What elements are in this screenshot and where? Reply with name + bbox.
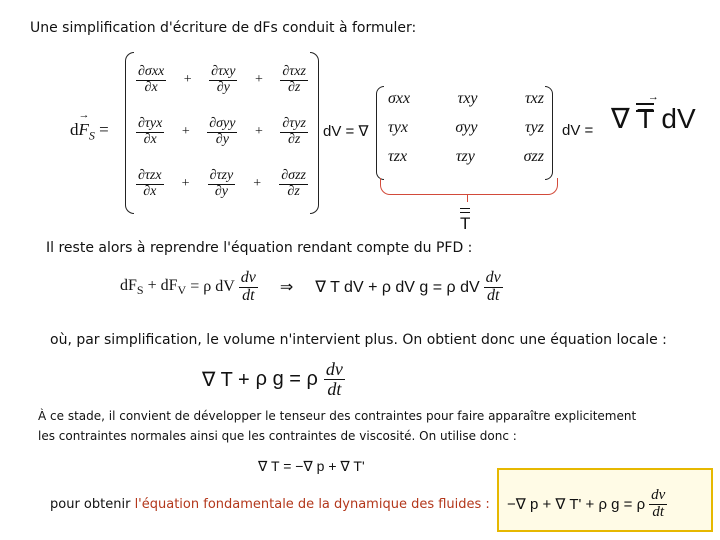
fundamental-equation-box xyxy=(497,468,713,532)
T-label: T xyxy=(460,214,471,233)
derivative-matrix xyxy=(136,54,308,210)
eq2-frac: $\frac{dv}{dt}$ xyxy=(240,269,256,304)
final-line xyxy=(50,497,490,512)
dV-nabla: dV = ∇ xyxy=(323,123,369,140)
matrix-cell: $\frac{\text{∂τzx}}{\partial x}$ xyxy=(138,167,162,199)
tensor-row-3 xyxy=(388,148,544,177)
tensor-cell: τzx xyxy=(388,148,408,165)
matrix-cell: $\frac{\text{∂τyz}}{\partial z}$ xyxy=(282,115,306,147)
eq2-plus-dF: + dF xyxy=(147,276,178,294)
eq2-eq-rho: = ρ dV xyxy=(190,278,235,296)
lhs-sub: S xyxy=(88,128,95,143)
heading-text: Une simplification d'écriture de dFs conduit à formuler: xyxy=(30,20,417,36)
tensor-cell: τyz xyxy=(524,119,544,136)
matrix-cell: $\frac{\text{∂σxx}}{\partial x}$ xyxy=(138,63,165,95)
final-eq-lhs: −∇ p + ∇ T' + ρ g = ρ xyxy=(507,496,646,514)
matrix-cell: $\frac{\text{∂σzz}}{\partial z}$ xyxy=(281,167,306,199)
matrix-cell: $\frac{\text{∂σyy}}{\partial y}$ xyxy=(209,115,236,147)
matrix-cell: $\frac{\text{∂τzy}}{\partial y}$ xyxy=(209,167,234,199)
eq3-rho-g: ρ g = ρ xyxy=(255,367,318,390)
tensor-cell: τyx xyxy=(388,119,408,136)
pfd-equation xyxy=(120,270,503,305)
matrix-cell: $\frac{\text{∂τyx}}{\partial x}$ xyxy=(138,115,163,147)
matrix-row-2: $\frac{\text{∂τyx}}{\partial x}$ + $\frac{\text{∂σyy}}{\partial y}$ + $\frac{\text{∂τyz}}{\partial z}$ xyxy=(138,115,306,147)
tensor-right-paren xyxy=(545,86,553,180)
tensor-row-1 xyxy=(388,90,544,119)
eq3-lhs: ∇ T + xyxy=(202,368,250,391)
tensor-paragraph xyxy=(38,406,636,446)
matrix-right-paren xyxy=(310,52,319,214)
tensor-cell: τzy xyxy=(455,148,475,165)
tensor-cell: σxx xyxy=(388,90,411,107)
brace-tip xyxy=(467,194,468,202)
eq3-frac: $\frac{dv}{dt}$ xyxy=(325,359,343,399)
fundamental-equation-label: l'équation fondamentale de la dynamique des fluides : xyxy=(134,497,490,512)
nabla-T-dV-text: → ∇ T dV xyxy=(611,102,696,135)
eq2-sub-s: S xyxy=(136,282,144,297)
eq2-right: ∇ T dV + ρ dV g = ρ dV xyxy=(315,279,480,297)
eq2-sub-v: V xyxy=(177,282,187,297)
eq2-left: dF xyxy=(120,276,137,294)
tensor-cell: σzz xyxy=(523,148,544,165)
local-equation-intro: où, par simplification, le volume n'intervient plus. On obtient donc une équation locale : xyxy=(50,332,667,348)
dV-eq: dV = xyxy=(562,122,594,139)
tensor-cell: τxz xyxy=(524,90,544,107)
eq2-frac-2: $\frac{dv}{dt}$ xyxy=(485,269,501,304)
tensor-left-paren xyxy=(376,86,384,180)
tensor-paragraph-line-1: À ce stade, il convient de développer le tenseur des contraintes pour faire apparaître explicitement xyxy=(38,409,637,423)
pfd-intro-text: Il reste alors à reprendre l'équation rendant compte du PFD : xyxy=(46,240,473,256)
final-eq-frac: $\frac{dv}{dt}$ xyxy=(651,487,666,520)
stress-tensor xyxy=(388,90,544,177)
T-double-bar xyxy=(636,103,654,112)
tensor-cell: σyy xyxy=(455,119,478,136)
matrix-row-3: $\frac{\text{∂τzx}}{\partial x}$ + $\frac{\text{∂τzy}}{\partial y}$ + $\frac{\text{∂σzz}}{\partial z}$ xyxy=(138,167,306,199)
tensor-row-2 xyxy=(388,119,544,148)
fundamental-equation xyxy=(507,488,667,521)
matrix-row-1: $\frac{\text{∂σxx}}{\partial x}$ + $\frac{\text{∂τxy}}{\partial y}$ + $\frac{\text{∂τxz}}{\partial z}$ xyxy=(138,63,306,95)
dFs-lhs xyxy=(70,120,109,143)
lhs-d: d xyxy=(70,120,79,139)
tensor-paragraph-line-2: les contraintes normales ainsi que les contraintes de viscosité. On utilise donc : xyxy=(38,429,517,443)
local-equation xyxy=(202,360,345,399)
tensor-cell: τxy xyxy=(457,90,478,107)
tensor-brace xyxy=(380,178,558,195)
lhs-F: F xyxy=(78,120,89,139)
matrix-cell: $\frac{\text{∂τxz}}{\partial z}$ xyxy=(282,63,306,95)
lhs-eq: = xyxy=(99,120,109,139)
tensor-decomposition: ∇ T = −∇ p + ∇ T' xyxy=(258,458,365,474)
matrix-cell: $\frac{\text{∂τxy}}{\partial y}$ xyxy=(211,63,236,95)
final-prefix: pour obtenir xyxy=(50,497,131,512)
matrix-left-paren xyxy=(125,52,134,214)
implies-arrow: ⇒ xyxy=(279,279,294,297)
